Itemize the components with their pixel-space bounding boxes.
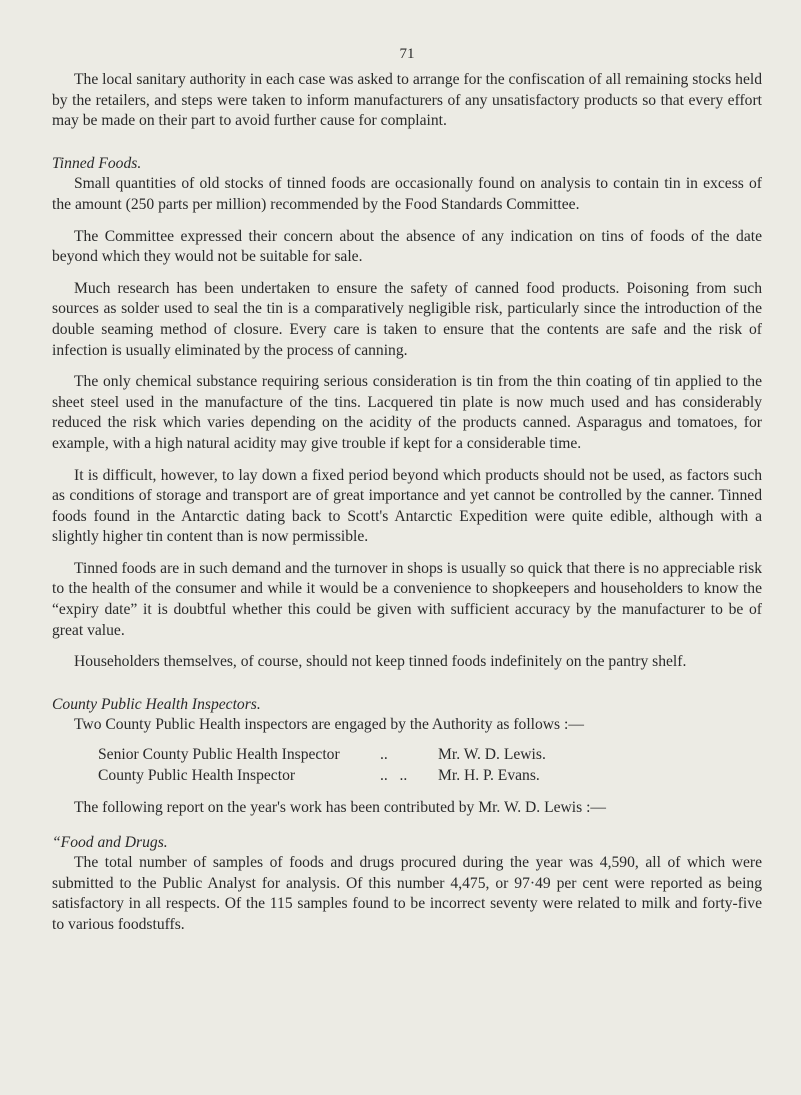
page-content xyxy=(52,70,762,936)
paragraph-research: Much research has been undertaken to ensure the safety of canned food products. Poisoning from such sources as solder used to seal the tin is a comparatively negligible risk, particularly since the introduction of the double seaming method of closure. Every care is taken to ensure that the contents are safe and the risk of infection is usually eliminated by the process of canning. xyxy=(52,279,762,359)
paragraph-tin-excess: Small quantities of old stocks of tinned foods are occasionally found on analysis to contain tin in excess of the amount (250 parts per million) recommended by the Food Standards Committee. xyxy=(52,175,762,213)
paragraph-householders: Householders themselves, of course, should not keep tinned foods indefinitely on the pantry shelf. xyxy=(74,653,687,671)
paragraph-report-intro: The following report on the year's work has been contributed by Mr. W. D. Lewis :— xyxy=(74,799,607,817)
paragraph-confiscation: The local sanitary authority in each case was asked to arrange for the confiscation of all remaining stocks held by the retailers, and steps were taken to inform manufacturers of any unsatisfactory products so that every effort may be made on their part to avoid further cause for complaint. xyxy=(52,71,762,130)
section-heading-tinned-foods: Tinned Foods. xyxy=(52,154,142,172)
paragraph-fixed-period: It is difficult, however, to lay down a fixed period beyond which products should not be used, as factors such as conditions of storage and transport are of great importance and yet cannot be controlled by the canner. Tinned foods found in the Antarctic dating back to Scott's Antarctic Expedition were quite edible, although with a slightly higher tin content than is now permissible. xyxy=(52,466,762,546)
inspector-name: Mr. W. D. Lewis. xyxy=(438,746,546,764)
paragraph-inspectors-intro: Two County Public Health inspectors are engaged by the Authority as follows :— xyxy=(74,716,584,734)
inspector-name: Mr. H. P. Evans. xyxy=(438,767,540,785)
paragraph-demand: Tinned foods are in such demand and the turnover in shops is usually so quick that there is no appreciable risk to the health of the consumer and while it would be a convenience to shopkeepers and householders to know the “expiry date” it is doubtful whether this could be given with sufficient accuracy by the manufacturer to be of great value. xyxy=(52,559,762,639)
section-heading-food-and-drugs: “Food and Drugs. xyxy=(52,833,168,851)
inspector-list xyxy=(98,744,658,786)
inspector-role: County Public Health Inspector xyxy=(98,767,296,785)
inspector-role: Senior County Public Health Inspector xyxy=(98,746,340,764)
inspector-row xyxy=(98,744,658,765)
paragraph-samples: The total number of samples of foods and drugs procured during the year was 4,590, all of which were submitted to the Public Analyst for analysis. Of this number 4,475, or 97·49 per cent were reported as being satisfactory in all respects. Of the 115 samples found to be incorrect seventy were related to milk and forty-five to various foodstuffs. xyxy=(52,854,762,933)
paragraph-chemical-substance: The only chemical substance requiring serious consideration is tin from the thin coating of tin applied to the sheet steel used in the manufacture of the tins. Lacquered tin plate is now much used and has considerably reduced the risk which varies depending on the acidity of the products canned. Asparagus and tomatoes, for example, with a high natural acidity may give trouble if kept for a considerable time. xyxy=(52,373,762,452)
section-heading-inspectors: County Public Health Inspectors. xyxy=(52,695,261,713)
paragraph-committee-concern: The Committee expressed their concern about the absence of any indication on tins of foods of the date beyond which they would not be suitable for sale. xyxy=(52,227,762,266)
inspector-row xyxy=(98,765,658,786)
leader-dots: .. xyxy=(380,746,388,764)
page-number: 71 xyxy=(399,46,415,62)
leader-dots: .. .. xyxy=(380,767,408,785)
